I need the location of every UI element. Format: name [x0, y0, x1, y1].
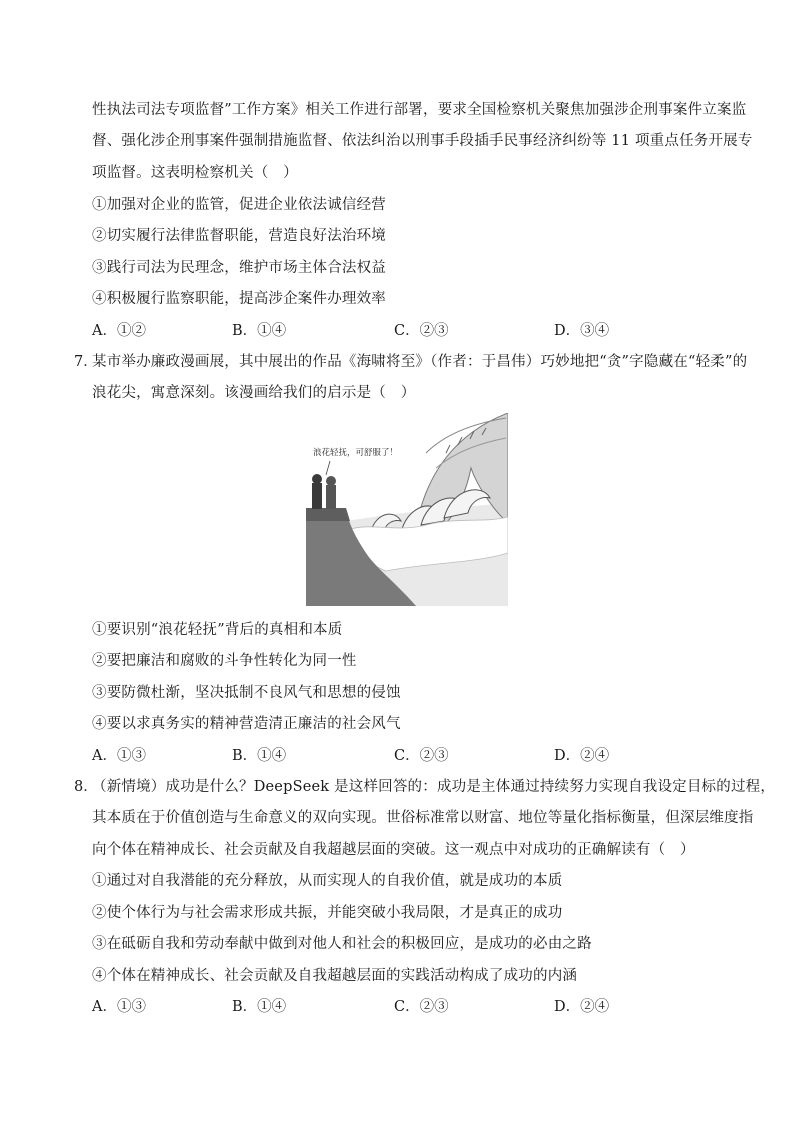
q7-choice-b[interactable]: B．①④ [232, 748, 287, 764]
q7-statement-2: ②要把廉洁和腐败的斗争性转化为同一性 [92, 653, 357, 669]
q8-number: 8． [74, 779, 98, 795]
q6-choice-a[interactable]: A．①② [92, 323, 146, 339]
q7-statement-3: ③要防微杜渐，坚决抵制不良风气和思想的侵蚀 [92, 685, 401, 701]
q8-stem-line-2: 其本质在于价值创造与生命意义的双向实现。世俗标准常以财富、地位等量化指标衡量，但深层维度指 [92, 810, 754, 826]
q6-statement-2: ②切实履行法律监督职能，营造良好法治环境 [92, 228, 386, 244]
q8-stem-line-3: 向个体在精神成长、社会贡献及自我超越层面的突破。这一观点中对成功的正确解读有（ ） [92, 842, 695, 858]
q7-statement-1: ①要识别“浪花轻抚”背后的真相和本质 [92, 622, 343, 638]
q8-choice-a[interactable]: A．①③ [92, 999, 146, 1015]
q6-stem-line-2: 督、强化涉企刑事案件强制措施监督、依法纠治以刑事手段插手民事经济纠纷等 11 项重点任务开展专 [92, 133, 753, 149]
q6-choice-b[interactable]: B．①④ [232, 323, 287, 339]
q8-statement-4: ④个体在精神成长、社会贡献及自我超越层面的实践活动构成了成功的内涵 [92, 968, 578, 984]
q6-statement-3: ③践行司法为民理念，维护市场主体合法权益 [92, 260, 386, 276]
q6-statement-4: ④积极履行监察职能，提高涉企案件办理效率 [92, 291, 386, 307]
q7-number: 7． [74, 354, 98, 370]
q8-choice-b[interactable]: B．①④ [232, 999, 287, 1015]
q7-choice-a[interactable]: A．①③ [92, 748, 146, 764]
q6-stem-line-1: 性执法司法专项监督”工作方案》相关工作进行部署，要求全国检察机关聚焦加强涉企刑事案件立案监 [92, 102, 747, 118]
q8-statement-1: ①通过对自我潜能的充分释放，从而实现人的自我价值，就是成功的本质 [92, 873, 563, 889]
q8-choice-d[interactable]: D．②④ [554, 999, 610, 1015]
q7-statement-4: ④要以求真务实的精神营造清正廉洁的社会风气 [92, 716, 401, 732]
q8-stem-line-1: （新情境）成功是什么？DeepSeek 是这样回答的：成功是主体通过持续努力实现自我设定目标的过程， [92, 779, 776, 795]
q8-statement-3: ③在砥砺自我和劳动奉献中做到对他人和社会的积极回应，是成功的必由之路 [92, 936, 592, 952]
tsunami-cartoon [306, 413, 508, 606]
q7-choice-d[interactable]: D．②④ [554, 748, 610, 764]
q6-stem-line-3: 项监督。这表明检察机关（ ） [92, 165, 298, 181]
q7-stem-line-1: 某市举办廉政漫画展，其中展出的作品《海啸将至》（作者：于昌伟）巧妙地把“贪”字隐藏在“轻柔”的 [92, 354, 748, 370]
q6-choice-c[interactable]: C．②③ [394, 323, 449, 339]
q8-statement-2: ②使个体行为与社会需求形成共振，并能突破小我局限，才是真正的成功 [92, 905, 563, 921]
q6-choice-d[interactable]: D．③④ [554, 323, 610, 339]
q7-choice-c[interactable]: C．②③ [394, 748, 449, 764]
q6-statement-1: ①加强对企业的监管，促进企业依法诚信经营 [92, 197, 386, 213]
q7-stem-line-2: 浪花尖，寓意深刻。该漫画给我们的启示是（ ） [92, 385, 416, 401]
cartoon-caption: 浪花轻抚，可舒服了！ [313, 448, 399, 458]
q8-choice-c[interactable]: C．②③ [394, 999, 449, 1015]
